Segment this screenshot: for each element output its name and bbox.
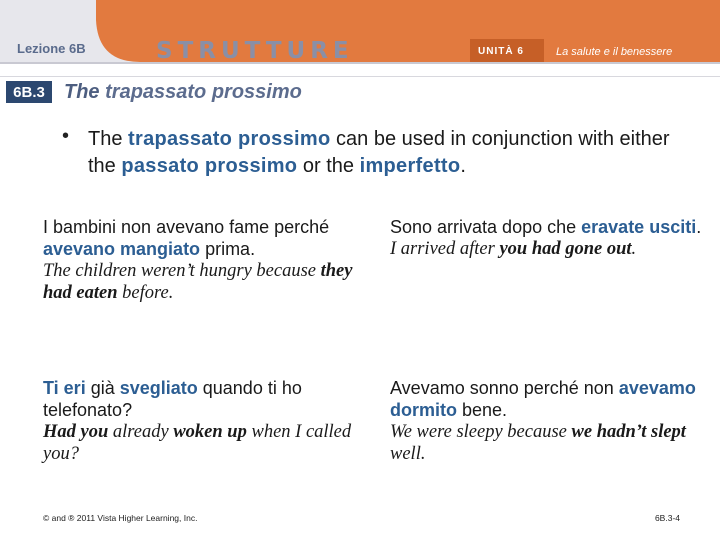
lesson-label: Lezione 6B [17,41,86,56]
example-italian [390,216,720,238]
example-verb-highlight: you had gone out [499,239,632,259]
bullet-text-part: The [88,128,129,150]
bullet-icon: • [62,125,70,147]
example-english [390,421,720,465]
example-text: We were sleepy because [390,422,572,442]
example-text: . [631,239,637,259]
example-text: The children weren’t hungry because [43,261,321,281]
example-text: Sono arrivata dopo che [390,217,582,237]
bullet-text-part: can be used in conjunction with either the [88,128,670,177]
example-english [43,421,373,465]
unit-theme: La salute e il benessere [556,46,673,58]
bullet-term-passato: passato prossimo [121,155,298,177]
bullet-point [88,126,688,180]
example-verb-highlight: avevano mangiato [43,239,201,259]
bullet-term-trapassato: trapassato prossimo [128,128,331,150]
example-english [390,238,720,260]
section-title [64,81,302,104]
example-verb-highlight: eravate usciti [581,217,697,237]
example-text: before. [117,283,174,303]
example-text: I arrived after [390,239,500,259]
example-verb-highlight: Had you [43,422,109,442]
bullet-text-part: or the [297,155,360,177]
example-verb-highlight: avevamo dormito [390,378,696,420]
example-block [390,216,720,260]
example-text: già [85,378,120,398]
example-italian [43,216,373,260]
bullet-term-imperfetto: imperfetto [359,155,461,177]
section-name: STRUTTURE [156,38,354,64]
example-italian [43,377,373,421]
section-number-badge: 6B.3 [6,81,52,103]
unit-label: UNITÀ 6 [478,46,524,57]
section-title-prefix: The [64,81,106,103]
example-text: Avevamo sonno perché non [390,378,619,398]
example-verb-highlight: svegliato [119,378,198,398]
example-text: already [108,422,174,442]
example-block [43,216,373,304]
example-text: prima. [200,239,256,259]
example-italian [390,377,720,421]
bullet-text-part: . [460,155,466,177]
example-text: . [696,217,702,237]
example-text: when I called you? [43,422,352,464]
example-verb-highlight: they had eaten [43,261,353,303]
example-verb-highlight: woken up [173,422,247,442]
copyright-notice: © and ® 2011 Vista Higher Learning, Inc. [43,513,198,523]
example-text: bene. [457,400,508,420]
example-verb-highlight: we hadn’t slept [571,422,686,442]
example-text: quando ti ho telefonato? [43,378,302,420]
example-block [43,377,373,465]
example-english [43,260,373,304]
example-block [390,377,720,465]
example-verb-highlight: Ti eri [43,378,86,398]
section-title-main: trapassato prossimo [105,81,302,103]
page-number: 6B.3-4 [654,513,680,523]
example-text: I bambini non avevano fame perché [43,217,330,237]
example-text: well. [390,444,426,464]
